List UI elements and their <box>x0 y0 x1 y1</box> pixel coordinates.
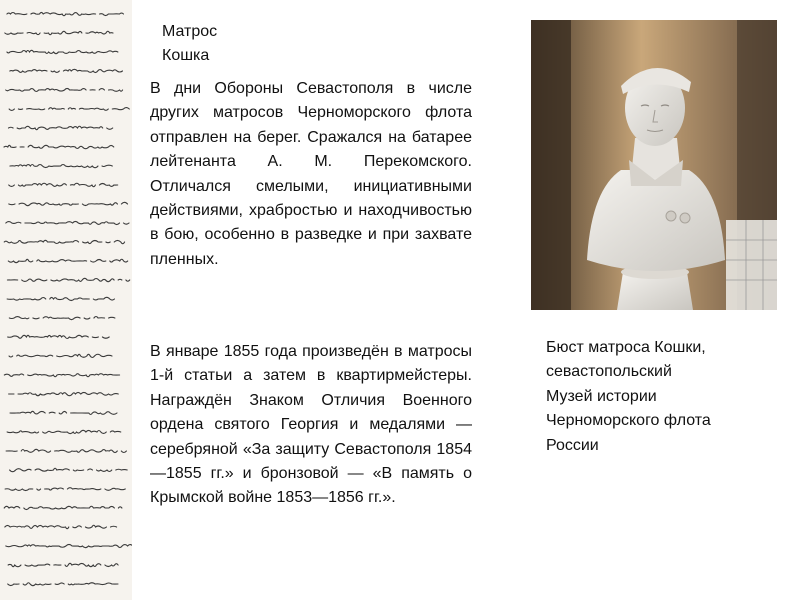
handwriting-line <box>5 525 121 528</box>
handwriting-line <box>5 488 125 491</box>
handwriting-line <box>9 392 123 395</box>
handwriting-line <box>4 506 122 509</box>
handwriting-line <box>5 31 117 34</box>
caption-line-5: России <box>546 436 599 454</box>
page-title <box>162 20 217 68</box>
title-line-1: Матрос <box>162 23 218 40</box>
handwriting-line <box>6 449 130 452</box>
handwriting-line <box>7 50 122 53</box>
handwriting-line <box>6 221 129 224</box>
handwriting-line <box>9 126 113 129</box>
manuscript-scribble <box>0 0 132 600</box>
handwriting-line <box>10 69 123 72</box>
caption-line-2: севастопольский <box>546 363 672 381</box>
handwriting-line <box>9 108 129 111</box>
paragraph-2: В январе 1855 года произведён в матросы 1-й статьи а затем в квартирмейстеры. Награждён Знаком Отличия Военного ордена святого Георгия и медалями — серебряной «За защиту Севастополя 1854—1855 гг.» и бронзовой — «В память о Крымской войне 1853—1856 гг.». <box>150 343 472 507</box>
paragraph-1: В дни Обороны Севастополя в числе других матросов Черноморского флота отправлен на берег. Сражался на батарее лейтенанта А. М. Перекомского. Отличался смелыми, инициативными действиями, храбростью и находчивостью в бою, особенно в разведке и при захвате пленных. <box>150 80 472 268</box>
handwriting-line <box>4 374 119 377</box>
handwriting-line <box>4 145 114 148</box>
handwriting-line <box>9 317 115 320</box>
caption-line-1: Бюст матроса Кошки, <box>546 339 706 356</box>
bust-caption <box>546 336 776 458</box>
caption-line-4: Черноморского флота <box>546 412 711 430</box>
handwriting-line <box>8 563 118 566</box>
caption-line-3: Музей истории <box>546 387 657 405</box>
handwriting-line <box>8 259 127 262</box>
handwriting-line <box>9 354 116 357</box>
title-line-2: Кошка <box>162 47 210 64</box>
handwriting-line <box>8 583 118 586</box>
handwriting-line <box>6 88 123 91</box>
handwriting-line <box>9 202 128 205</box>
handwriting-line <box>7 297 114 300</box>
bust-image <box>531 20 777 310</box>
handwriting-line <box>7 430 121 433</box>
bust-photo <box>531 20 777 310</box>
handwriting-line <box>10 411 117 414</box>
handwriting-line <box>6 544 132 547</box>
handwriting-line <box>8 335 114 338</box>
handwriting-line <box>4 240 124 243</box>
handwriting-line <box>7 12 124 15</box>
handwriting-line <box>10 468 128 471</box>
handwritten-manuscript-image <box>0 0 132 600</box>
handwriting-line <box>7 278 129 281</box>
handwriting-line <box>9 183 118 186</box>
handwriting-line <box>10 165 116 168</box>
